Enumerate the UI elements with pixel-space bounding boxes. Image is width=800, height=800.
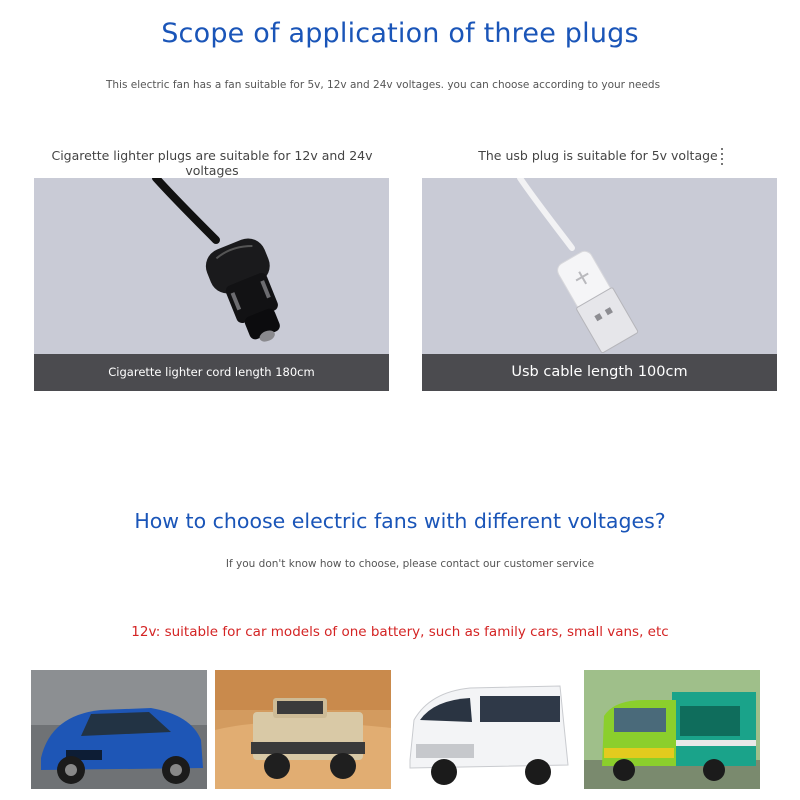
blue-sedan-photo [31, 670, 207, 789]
green-food-truck-photo [584, 670, 760, 789]
section-subtitle: If you don't know how to choose, please contact our customer service [225, 558, 595, 570]
pickup-truck-desert-photo [215, 670, 391, 789]
voltage-12v-note: 12v: suitable for car models of one battery, such as family cars, small vans, etc [131, 624, 669, 640]
page-title: Scope of application of three plugs [161, 18, 639, 49]
usb-plug-caption: The usb plug is suitable for 5v voltage [478, 148, 718, 163]
lighter-cord-length-label: Cigarette lighter cord length 180cm [34, 354, 389, 391]
page-subtitle: This electric fan has a fan suitable for 5v, 12v and 24v voltages. you can choose according to your needs [105, 79, 661, 91]
more-options-icon[interactable] [720, 145, 724, 167]
white-van-photo [400, 670, 576, 789]
section-title: How to choose electric fans with different voltages? [134, 509, 666, 533]
lighter-plug-panel [34, 178, 389, 391]
usb-plug-panel [422, 178, 777, 391]
usb-cable-length-label: Usb cable length 100cm [422, 354, 777, 391]
lighter-plug-caption: Cigarette lighter plugs are suitable for 12v and 24v voltages [51, 148, 373, 178]
